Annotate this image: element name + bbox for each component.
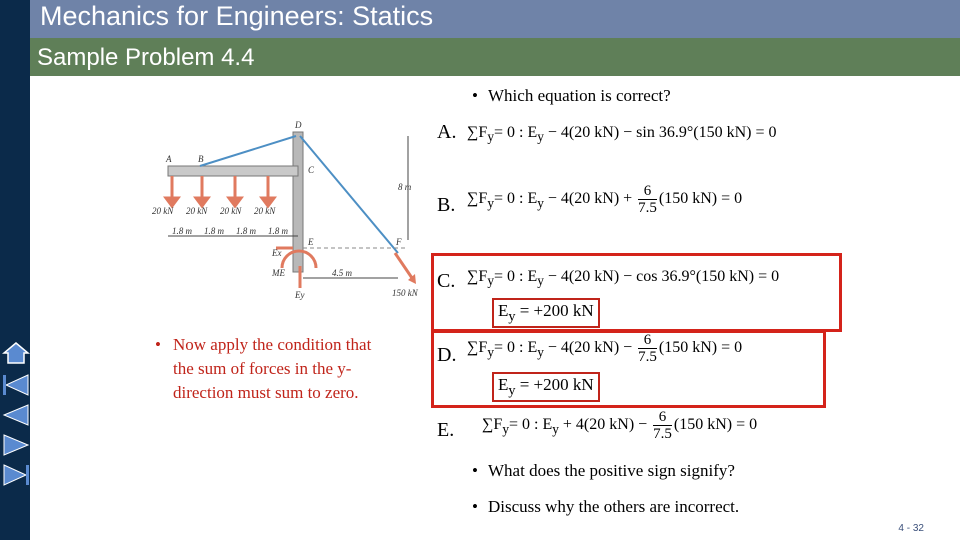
option-c-equation: $\sum F_y= 0$ : $E_y - 4(20$ kN) − cos 36.9°(150 kN) = 0 <box>467 268 780 289</box>
cable-bd <box>200 136 296 166</box>
label-horiz: 4.5 m <box>332 268 352 278</box>
label-f: F <box>396 237 402 247</box>
option-d-answer: $E_y = +200$ kN <box>492 372 600 402</box>
last-icon[interactable] <box>2 462 30 488</box>
cable-df <box>300 136 398 253</box>
label-span-1: 1.8 m <box>172 226 192 236</box>
label-a: A <box>166 154 172 164</box>
label-span-3: 1.8 m <box>236 226 256 236</box>
forward-icon[interactable] <box>2 432 30 458</box>
label-load-1: 20 kN <box>152 206 174 216</box>
option-b-letter: B. <box>437 194 456 216</box>
bullet-positive-sign: • What does the positive sign signify? <box>472 461 735 480</box>
load-arrows <box>166 176 274 206</box>
subtitle-bar <box>30 38 960 76</box>
label-height: 8 m <box>398 182 412 192</box>
label-load-2: 20 kN <box>186 206 208 216</box>
label-e: E <box>308 237 314 247</box>
option-e-letter: E. <box>437 419 455 441</box>
option-a-equation: $\sum F_y= 0$ : $E_y - 4(20$ kN) − sin 36.9°(150 kN) = 0 <box>467 124 777 145</box>
option-d-letter: D. <box>437 344 457 366</box>
label-150kn: 150 kN <box>392 288 418 298</box>
back-icon[interactable] <box>2 402 30 428</box>
label-span-4: 1.8 m <box>268 226 288 236</box>
frame-diagram <box>150 118 420 303</box>
label-span-2: 1.8 m <box>204 226 224 236</box>
question: • Which equation is correct? <box>472 86 671 105</box>
label-ey: Ey <box>295 290 305 300</box>
first-icon[interactable] <box>2 372 30 398</box>
option-c-answer: $E_y = +200$ kN <box>492 298 600 328</box>
page-title: Mechanics for Engineers: Statics <box>40 1 434 31</box>
label-d: D <box>295 120 302 130</box>
label-c: C <box>308 165 315 175</box>
option-a-letter: A. <box>437 121 457 143</box>
label-me: ME <box>272 268 285 278</box>
sidebar <box>0 0 30 540</box>
home-icon[interactable] <box>2 340 30 366</box>
label-ex: Ex <box>272 248 282 258</box>
label-load-3: 20 kN <box>220 206 242 216</box>
question-text: Which equation is correct? <box>488 86 671 105</box>
bullet-discuss: • Discuss why the others are incorrect. <box>472 497 740 516</box>
instruction-note: • Now apply the condition that the sum of forces in the y-direction must sum to zero. <box>155 335 372 402</box>
label-b: B <box>198 154 204 164</box>
page-subtitle: Sample Problem 4.4 <box>37 44 255 71</box>
option-d-highlight <box>431 330 826 408</box>
page-number: 4 - 32 <box>898 523 924 534</box>
option-c-highlight <box>431 253 842 332</box>
title-bar <box>30 0 960 38</box>
beam-ab <box>168 166 298 176</box>
option-c-letter: C. <box>437 270 456 292</box>
force-150-line <box>395 253 412 278</box>
option-e-equation: $\sum F_y= 0$ : $E_y + 4(20$ kN) − $\frac{6}{7.5}$ (150 kN) = 0 <box>482 409 758 442</box>
label-load-4: 20 kN <box>254 206 276 216</box>
option-d-equation: $\sum F_y= 0$ : $E_y - 4(20$ kN) − $\frac{6}{7.5}$ (150 kN) = 0 <box>467 332 743 365</box>
option-b-equation: $\sum F_y= 0$ : $E_y - 4(20$ kN) + $\frac{6}{7.5}$ (150 kN) = 0 <box>467 183 743 216</box>
